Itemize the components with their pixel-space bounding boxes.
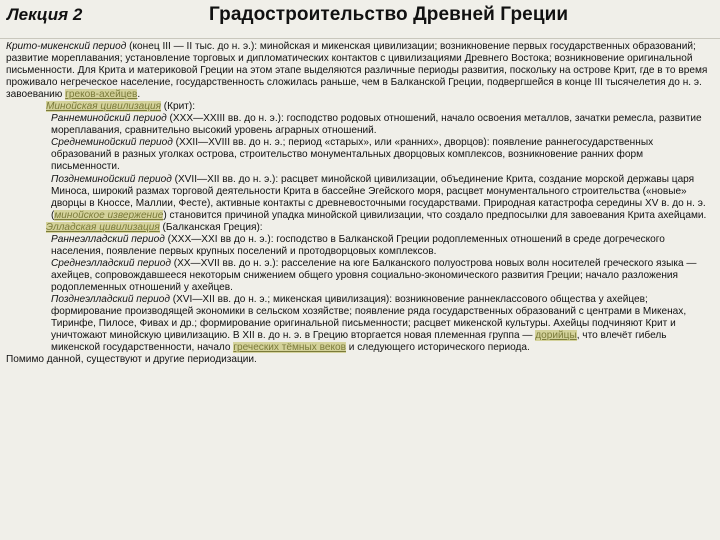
helladic-early-text: (XXX—XXI вв до н. э.): господство в Балканской Греции родоплеменных отношений в среде догреческого населения, появление первых крупных поселений и протодворцовых комплексов. — [51, 233, 665, 257]
minoan-late — [6, 174, 716, 222]
helladic-heading-rest: (Балканская Греция): — [159, 221, 263, 233]
link-minoan-eruption[interactable]: минойское извержение — [54, 209, 164, 221]
intro-paragraph — [6, 41, 716, 101]
minoan-middle — [6, 137, 716, 173]
minoan-heading-rest: (Крит): — [160, 101, 196, 113]
slide-header — [0, 0, 720, 39]
link-greek-dark-ages[interactable]: греческих тёмных веков — [233, 342, 346, 354]
link-achaeans[interactable]: греков-ахейцев — [65, 89, 138, 101]
helladic-middle-text: (XX—XVII вв. до н. э.): расселение на юге Балканского полуострова новых волн носителей греческого языка — ахейцев, сопровождавшееся некоторым снижением общего уровня социально-экономического развития Греции; начало разложения родоплеменных отношений у ахейцев. — [51, 257, 697, 293]
page-title: Градостроительство Древней Греции — [209, 4, 569, 25]
minoan-middle-term: Среднеминойский период — [51, 137, 173, 149]
lecture-label: Лекция 2 — [7, 5, 83, 24]
helladic-late-mid: , что влечёт гибель микенской государственности, начало — [51, 330, 667, 354]
helladic-late-end: и следующего исторического периода. — [345, 342, 530, 354]
slide-content — [6, 41, 716, 366]
minoan-early-term: Раннеминойский период — [51, 113, 167, 125]
minoan-early-text: (XXX—XXIII вв. до н. э.): господство родовых отношений, начало освоения металлов, зачатки ремесла, развитие мореплавания, сравнительно высокий уровень аграрных отношений. — [51, 113, 702, 137]
minoan-late-term: Позднеминойский период — [51, 173, 172, 185]
link-dorians[interactable]: дорийцы — [535, 330, 577, 342]
helladic-early-term: Раннеэлладский период — [51, 233, 165, 245]
helladic-late-text: (XVI—XII вв. до н. э.; микенская цивилизация): возникновение раннеклассового общества у ахейцев; формирование производящей экономики в сельском хозяйстве; появление ряда государственных образований с центрами в Микенах, Тиринфе, Пилосе, Фивах и др.; формирование оригинальной письменности; расцвет микенской культуры. Ахейцы подчиняют Крит и уничтожают минойскую цивилизацию. В XII в. до н. э. в Грецию вторгается новая племенная группа — — [51, 293, 687, 342]
helladic-heading — [6, 222, 716, 234]
intro-end: . — [137, 89, 141, 101]
intro-term: Крито-микенский период — [6, 41, 127, 52]
footer-paragraph: Помимо данной, существуют и другие периодизации. — [6, 354, 257, 366]
link-helladic-civilization[interactable]: Элладская цивилизация — [46, 221, 160, 233]
minoan-late-text: (XVII—XII вв. до н. э.): расцвет минойской цивилизации, объединение Крита, создание морской державы царя Миноса, широкий размах торговой деятельности Крита в бассейне Эгейского моря, расцвет монументального строительства («новые» дворцы в Кноссе, Маллии, Фесте), активные контакты с древневосточными государствами. Природная катастрофа середины XV в. до н. э. ( — [51, 173, 706, 221]
helladic-middle-term: Среднеэлладский период — [51, 257, 171, 269]
minoan-early — [6, 113, 716, 137]
minoan-heading — [6, 101, 716, 113]
intro-text: (конец III — II тыс. до н. э.): минойская и микенская цивилизации; возникновение первых государственных образований; развитие мореплавания; установление торговых и дипломатических контактов с цивилизациями Древнего Востока; возникновение оригинальной письменности. Для Крита и материковой Греции на этом этапе выделяются различные периоды развития, поскольку на острове Крит, где в то время проживало негреческое население, государственность сложилась раньше, чем в Балканской Греции, подвергшейся в конце III тысячелетия до н. э. завоеванию — [6, 41, 708, 101]
helladic-late-term: Позднеэлладский период — [51, 293, 170, 305]
helladic-early — [6, 234, 716, 258]
helladic-late — [6, 294, 716, 354]
minoan-late-end: ) становится причиной упадка минойской цивилизации, что создало предпосылки для завоевания Крита ахейцами. — [163, 209, 707, 221]
minoan-middle-text: (XXII—XVIII вв. до н. э.; период «старых», или «ранних», дворцов): появление раннегосударственных образований в разных уголках острова, строительство монументальных дворцовых комплексов, возникновение ранних форм письменности. — [51, 137, 654, 173]
link-minoan-civilization[interactable]: Минойская цивилизация — [46, 101, 161, 113]
helladic-middle — [6, 258, 716, 294]
